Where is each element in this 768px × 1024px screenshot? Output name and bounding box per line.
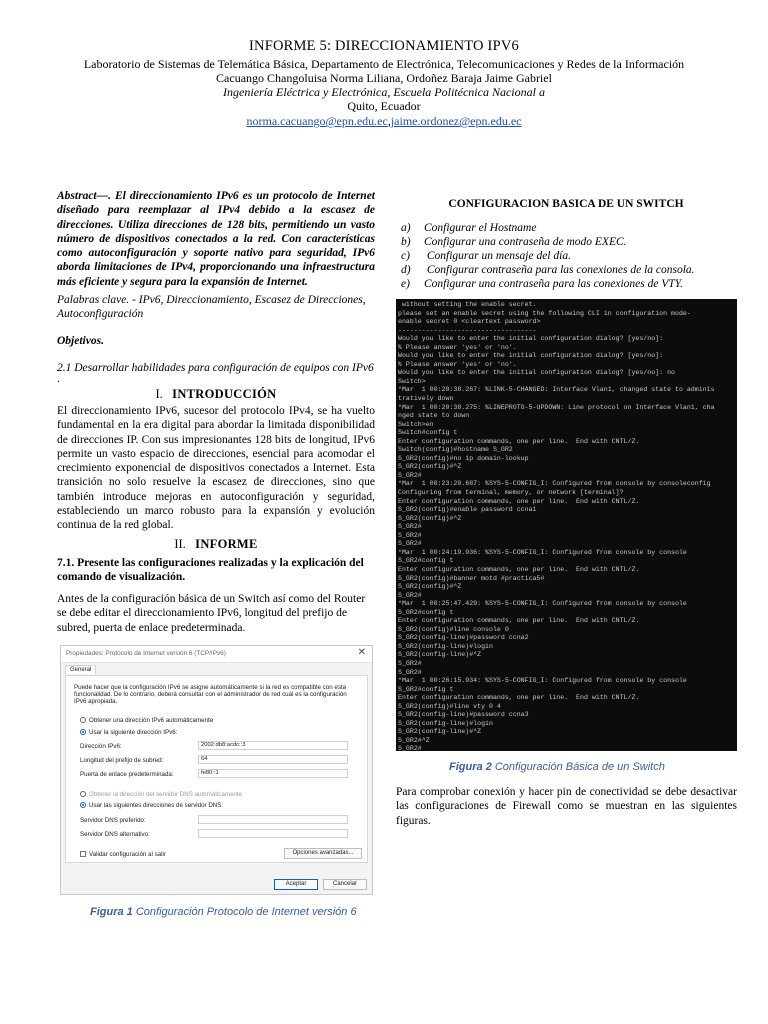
radio-dns-manual-label: Usar las siguientes direcciones de servidor DNS: <box>89 802 224 809</box>
terminal-line-text: S_GR2# <box>398 540 422 548</box>
terminal-line <box>398 609 737 618</box>
terminal-line-text: % Please answer 'yes' or 'no'. <box>398 343 517 351</box>
dialog-info-text: Puede hacer que la configuración IPv6 se asigne automáticamente si la red es compatible con esta funcionalidad. De lo contrario, deberá consultar con el administrador de red cuál es la configuración IPv6 apropiada. <box>74 684 347 705</box>
terminal-line <box>398 703 737 712</box>
cancel-button[interactable]: Cancelar <box>323 879 367 890</box>
validate-checkbox-label: Validar configuración al salir <box>89 851 166 858</box>
config-step-item <box>401 249 741 263</box>
location-line: Quito, Ecuador <box>347 99 421 113</box>
radio-ipv6-manual-label: Usar la siguiente dirección IPv6: <box>89 729 178 736</box>
terminal-line <box>398 677 737 686</box>
terminal-line-text: S_GR2(config)#line vty 0 4 <box>398 702 501 710</box>
ipv6-properties-dialog <box>60 645 373 895</box>
terminal-line-text: tratively down <box>398 395 454 403</box>
terminal-line-text: S_GR2(config-line)#password ccna3 <box>398 711 529 719</box>
config-step-item <box>401 277 741 291</box>
figure-2-caption <box>449 761 665 773</box>
section-title: INFORME <box>195 537 258 551</box>
paper-title: INFORME 5: DIRECCIONAMIENTO IPV6 <box>249 38 519 54</box>
terminal-line-text: S_GR2#config t <box>398 557 454 565</box>
config-step-text: Configurar un mensaje del día. <box>424 250 571 262</box>
keywords: Palabras clave. - IPv6, Direccionamiento, Escasez de Direcciones, Autoconfiguración <box>57 294 366 321</box>
terminal-line-text: Would you like to enter the initial configuration dialog? [yes/no]: <box>398 352 664 360</box>
terminal-line-text: *Mar 1 00:24:19.936: %SYS-5-CONFIG_I: Configured from console by console <box>398 548 687 556</box>
dialog-tabbar <box>61 663 372 675</box>
objective-tail: . <box>57 373 60 385</box>
gateway-input[interactable]: fe80::1 <box>198 769 348 778</box>
close-icon[interactable]: ✕ <box>357 647 366 658</box>
terminal-line-text: S_GR2(config-line)#^Z <box>398 728 482 736</box>
terminal-line-text: *Mar 1 00:23:20.687: %SYS-5-CONFIG_I: Configured from console by consoleconfig <box>398 480 711 488</box>
figure-1-label: Figura 1 <box>90 906 133 918</box>
affiliation-line: Laboratorio de Sistemas de Telemática Básica, Departamento de Electrónica, Telecomunicaciones y Redes de la Información <box>83 57 685 71</box>
terminal-line <box>398 745 737 751</box>
email-link-2[interactable]: jaime.ordonez@epn.edu.ec <box>390 114 522 128</box>
figure-2-text: Configuración Básica de un Switch <box>491 761 665 773</box>
terminal-line-text: S_GR2# <box>398 471 422 479</box>
terminal-line <box>398 557 737 566</box>
terminal-line-text: S_GR2(config)#banner motd #practica5# <box>398 574 545 582</box>
terminal-line-text: Would you like to enter the initial configuration dialog? [yes/no]: <box>398 335 664 343</box>
terminal-line-text: *Mar 1 00:25:47.429: %SYS-5-CONFIG_I: Configured from console by console <box>398 600 687 608</box>
terminal-line-text: without setting the enable secret. <box>398 301 537 308</box>
terminal-line-text: S_GR2(config)#^Z <box>398 463 462 471</box>
terminal-line <box>398 540 737 549</box>
terminal-line <box>398 429 737 438</box>
terminal-line-text: % Please answer 'yes' or 'no'. <box>398 360 517 368</box>
ipv6-address-label: Dirección IPv6: <box>80 743 122 750</box>
informe-body: Antes de la configuración básica de un Switch así como del Router se debe editar el direccionamiento IPv6, longitud del prefijo de subred, puerta de enlace predeterminada. <box>57 593 366 634</box>
terminal-line <box>398 694 737 703</box>
terminal-line-text: Configuring from terminal, memory, or network [terminal]? <box>398 489 624 497</box>
terminal-line <box>398 318 737 327</box>
terminal-line-text: Enter configuration commands, one per line. End with CNTL/Z. <box>398 565 640 573</box>
config-step-label: a) <box>401 222 411 234</box>
terminal-line <box>398 480 737 489</box>
terminal-line-text: S_GR2#config t <box>398 685 454 693</box>
terminal-line-text: *Mar 1 00:20:38.275: %LINEPROTO-5-UPDOWN: Line protocol on Interface Vlan1, cha <box>398 403 715 411</box>
terminal-line <box>398 378 737 387</box>
intro-body: El direccionamiento IPv6, sucesor del protocolo IPv4, se ha vuelto fundamental en la era digital para abordar la limitada disponibilidad de direcciones IP. Con sus impresionantes 128 bits de longitud, IPv6 permite un vasto espacio de direcciones, esencial para acomodar el crecimiento exponencial de dispositivos conectados a Internet. Esta transición no solo resuelve la escasez de direcciones, sino que también introduce mejoras en autoconfiguración y seguridad, estableciendo un marco robusto para la expansión y evolución continua de la red global. <box>57 405 375 532</box>
gateway-label: Puerta de enlace predeterminada: <box>80 771 174 778</box>
figure-1-caption <box>90 906 357 918</box>
terminal-line <box>398 575 737 584</box>
validate-checkbox[interactable] <box>80 851 86 857</box>
terminal-line <box>398 737 737 746</box>
terminal-line <box>398 421 737 430</box>
terminal-line <box>398 669 737 678</box>
terminal-line-text: S_GR2# <box>398 659 422 667</box>
radio-ipv6-manual[interactable] <box>80 729 86 735</box>
terminal-line <box>398 515 737 524</box>
terminal-line-text: Switch#config t <box>398 429 458 437</box>
config-step-text: Configurar una contraseña de modo EXEC. <box>424 236 627 248</box>
terminal-line <box>398 660 737 669</box>
dns-alternate-input[interactable] <box>198 829 348 838</box>
radio-ipv6-auto-label: Obtener una dirección IPv6 automáticamente <box>89 717 214 724</box>
dns-preferred-label: Servidor DNS preferido: <box>80 817 146 824</box>
terminal-line <box>398 583 737 592</box>
terminal-line <box>398 412 737 421</box>
terminal-line-text: S_GR2(config)#^Z <box>398 583 462 591</box>
radio-dns-manual[interactable] <box>80 802 86 808</box>
email-separator: , <box>387 114 391 128</box>
terminal-line-text: Enter configuration commands, one per line. End with CNTL/Z. <box>398 437 640 445</box>
firewall-paragraph: Para comprobar conexión y hacer pin de conectividad se debe desactivar las configuraciones de Firewall como se muestran en las siguientes figuras. <box>396 786 737 827</box>
terminal-line-text: S_GR2# <box>398 523 422 531</box>
terminal-line <box>398 651 737 660</box>
terminal-line-text: S_GR2(config)#^Z <box>398 514 462 522</box>
terminal-line <box>398 301 737 310</box>
dns-alternate-label: Servidor DNS alternativo: <box>80 831 150 838</box>
terminal-line <box>398 369 737 378</box>
tab-general[interactable]: General <box>65 665 96 674</box>
terminal-line <box>398 506 737 515</box>
terminal-line-text: Switch>en <box>398 420 434 428</box>
terminal-line-text: S_GR2(config-line)#login <box>398 719 493 727</box>
dialog-panel <box>65 675 368 863</box>
terminal-line <box>398 310 737 319</box>
terminal-line-text: S_GR2# <box>398 591 422 599</box>
terminal-line-text: S_GR2(config-line)#login <box>398 642 493 650</box>
terminal-line-text: nged state to down <box>398 412 470 420</box>
terminal-line-text: Enter configuration commands, one per line. End with CNTL/Z. <box>398 694 640 702</box>
terminal-line <box>398 592 737 601</box>
terminal-line <box>398 446 737 455</box>
section-number: II. <box>174 537 186 551</box>
terminal-line <box>398 395 737 404</box>
terminal-line <box>398 361 737 370</box>
terminal-line <box>398 386 737 395</box>
terminal-line <box>398 728 737 737</box>
terminal-line-text: S_GR2(config)#enable password ccna1 <box>398 506 537 514</box>
dns-preferred-input[interactable] <box>198 815 348 824</box>
terminal-line <box>398 532 737 541</box>
section-heading-informe <box>57 537 375 552</box>
objectives-heading: Objetivos. <box>57 335 104 347</box>
terminal-line <box>398 600 737 609</box>
terminal-line-text: ----------------------------------- <box>398 326 537 334</box>
terminal-line-text: *Mar 1 00:20:38.267: %LINK-5-CHANGED: Interface Vlan1, changed state to adminis <box>398 386 715 394</box>
terminal-line <box>398 352 737 361</box>
terminal-line-text: Switch(config)#hostname S_GR2 <box>398 446 513 454</box>
terminal-line-text: S_GR2#config t <box>398 608 454 616</box>
config-step-label: c) <box>401 250 410 262</box>
terminal-line-text: S_GR2(config-line)#^Z <box>398 651 482 659</box>
terminal-line <box>398 626 737 635</box>
terminal-line <box>398 711 737 720</box>
terminal-line <box>398 327 737 336</box>
config-step-text: Configurar el Hostname <box>424 222 537 234</box>
terminal-line <box>398 566 737 575</box>
config-step-text: Configurar contraseña para las conexiones de la consola. <box>424 264 695 276</box>
terminal-line-text: S_GR2(config)#no ip domain-lookup <box>398 454 529 462</box>
terminal-line <box>398 344 737 353</box>
school-line: Ingeniería Eléctrica y Electrónica, Escuela Politécnica Nacional a <box>223 85 545 99</box>
config-step-label: e) <box>401 278 410 290</box>
terminal-line <box>398 438 737 447</box>
terminal-line-text: please set an enable secret using the following CLI in configuration mode- <box>398 309 691 317</box>
prefix-length-input[interactable]: 64 <box>198 755 348 764</box>
figure-2-label: Figura 2 <box>449 761 492 773</box>
terminal-line-text: S_GR2(config-line)#password ccna2 <box>398 634 529 642</box>
terminal-line-text: Would you like to enter the initial configuration dialog? [yes/no]: no <box>398 369 675 377</box>
section-number: I. <box>155 387 163 401</box>
config-step-label: b) <box>401 236 411 248</box>
emails-line <box>0 114 768 128</box>
advanced-options-button[interactable]: Opciones avanzadas... <box>284 848 362 859</box>
section-heading-introduccion <box>57 387 375 402</box>
terminal-line-text: S_GR2# <box>398 668 422 676</box>
email-link-1[interactable]: norma.cacuango@epn.edu.ec <box>246 114 388 128</box>
terminal-line <box>398 335 737 344</box>
terminal-line <box>398 617 737 626</box>
objective-item: 2.1 Desarrollar habilidades para configuración de equipos con IPv6 <box>57 362 374 374</box>
radio-dns-auto-label: Obtener la dirección del servidor DNS automáticamente <box>89 791 243 798</box>
terminal-line <box>398 634 737 643</box>
terminal-line <box>398 472 737 481</box>
terminal-line-text: S_GR2(config)#line console 0 <box>398 625 509 633</box>
terminal-line <box>398 549 737 558</box>
terminal-line <box>398 404 737 413</box>
terminal-line-text: Switch> <box>398 377 426 385</box>
terminal-output <box>398 301 737 751</box>
config-step-item <box>401 221 741 235</box>
question-7-1: 7.1. Presente las configuraciones realizadas y la explicación del comando de visualización. <box>57 557 364 584</box>
terminal-screenshot <box>396 299 737 751</box>
terminal-line-text: Enter configuration commands, one per line. End with CNTL/Z. <box>398 497 640 505</box>
terminal-line <box>398 686 737 695</box>
terminal-line <box>398 523 737 532</box>
config-section-title: CONFIGURACION BASICA DE UN SWITCH <box>448 198 684 210</box>
terminal-line-text: enable secret 0 <cleartext password> <box>398 318 541 326</box>
section-title: INTRODUCCIÓN <box>172 387 277 401</box>
terminal-line-text: S_GR2#^Z <box>398 736 430 744</box>
abstract: Abstract—. El direccionamiento IPv6 es un protocolo de Internet diseñado para reemplazar al IPv4 debido a la escasez de direcciones. Utiliza direcciones de 128 bits, permitiendo un vasto número de dispositivos conectados a la red. Con características como autoconfiguración y soporte nativo para seguridad, IPv6 aborda limitaciones de IPv4, proporcionando una infraestructura más eficiente y segura para la expansión de Internet. <box>57 190 375 288</box>
ipv6-address-input[interactable]: 2002:db8:acdc::3 <box>198 741 348 750</box>
terminal-line <box>398 463 737 472</box>
dialog-titlebar <box>61 646 372 663</box>
ok-button[interactable]: Aceptar <box>274 879 318 890</box>
authors-line: Cacuango Changoluisa Norma Liliana, Ordoñez Baraja Jaime Gabriel <box>216 71 552 85</box>
config-step-item <box>401 235 741 249</box>
prefix-length-label: Longitud del prefijo de subred: <box>80 757 164 764</box>
terminal-line-text: *Mar 1 00:26:15.934: %SYS-5-CONFIG_I: Configured from console by console <box>398 677 687 685</box>
config-step-label: d) <box>401 264 411 276</box>
terminal-line-text: S_GR2# <box>398 745 422 751</box>
radio-dns-auto[interactable] <box>80 791 86 797</box>
figure-1-text: Configuración Protocolo de Internet versión 6 <box>132 906 357 918</box>
terminal-line <box>398 498 737 507</box>
config-step-item <box>401 263 741 277</box>
dialog-title: Propiedades: Protocolo de Internet versión 6 (TCP/IPv6) <box>66 650 226 657</box>
terminal-line <box>398 489 737 498</box>
terminal-line-text: S_GR2# <box>398 531 422 539</box>
terminal-line-text: Enter configuration commands, one per line. End with CNTL/Z. <box>398 617 640 625</box>
radio-ipv6-auto[interactable] <box>80 717 86 723</box>
config-step-text: Configurar una contraseña para las conexiones de VTY. <box>424 278 683 290</box>
